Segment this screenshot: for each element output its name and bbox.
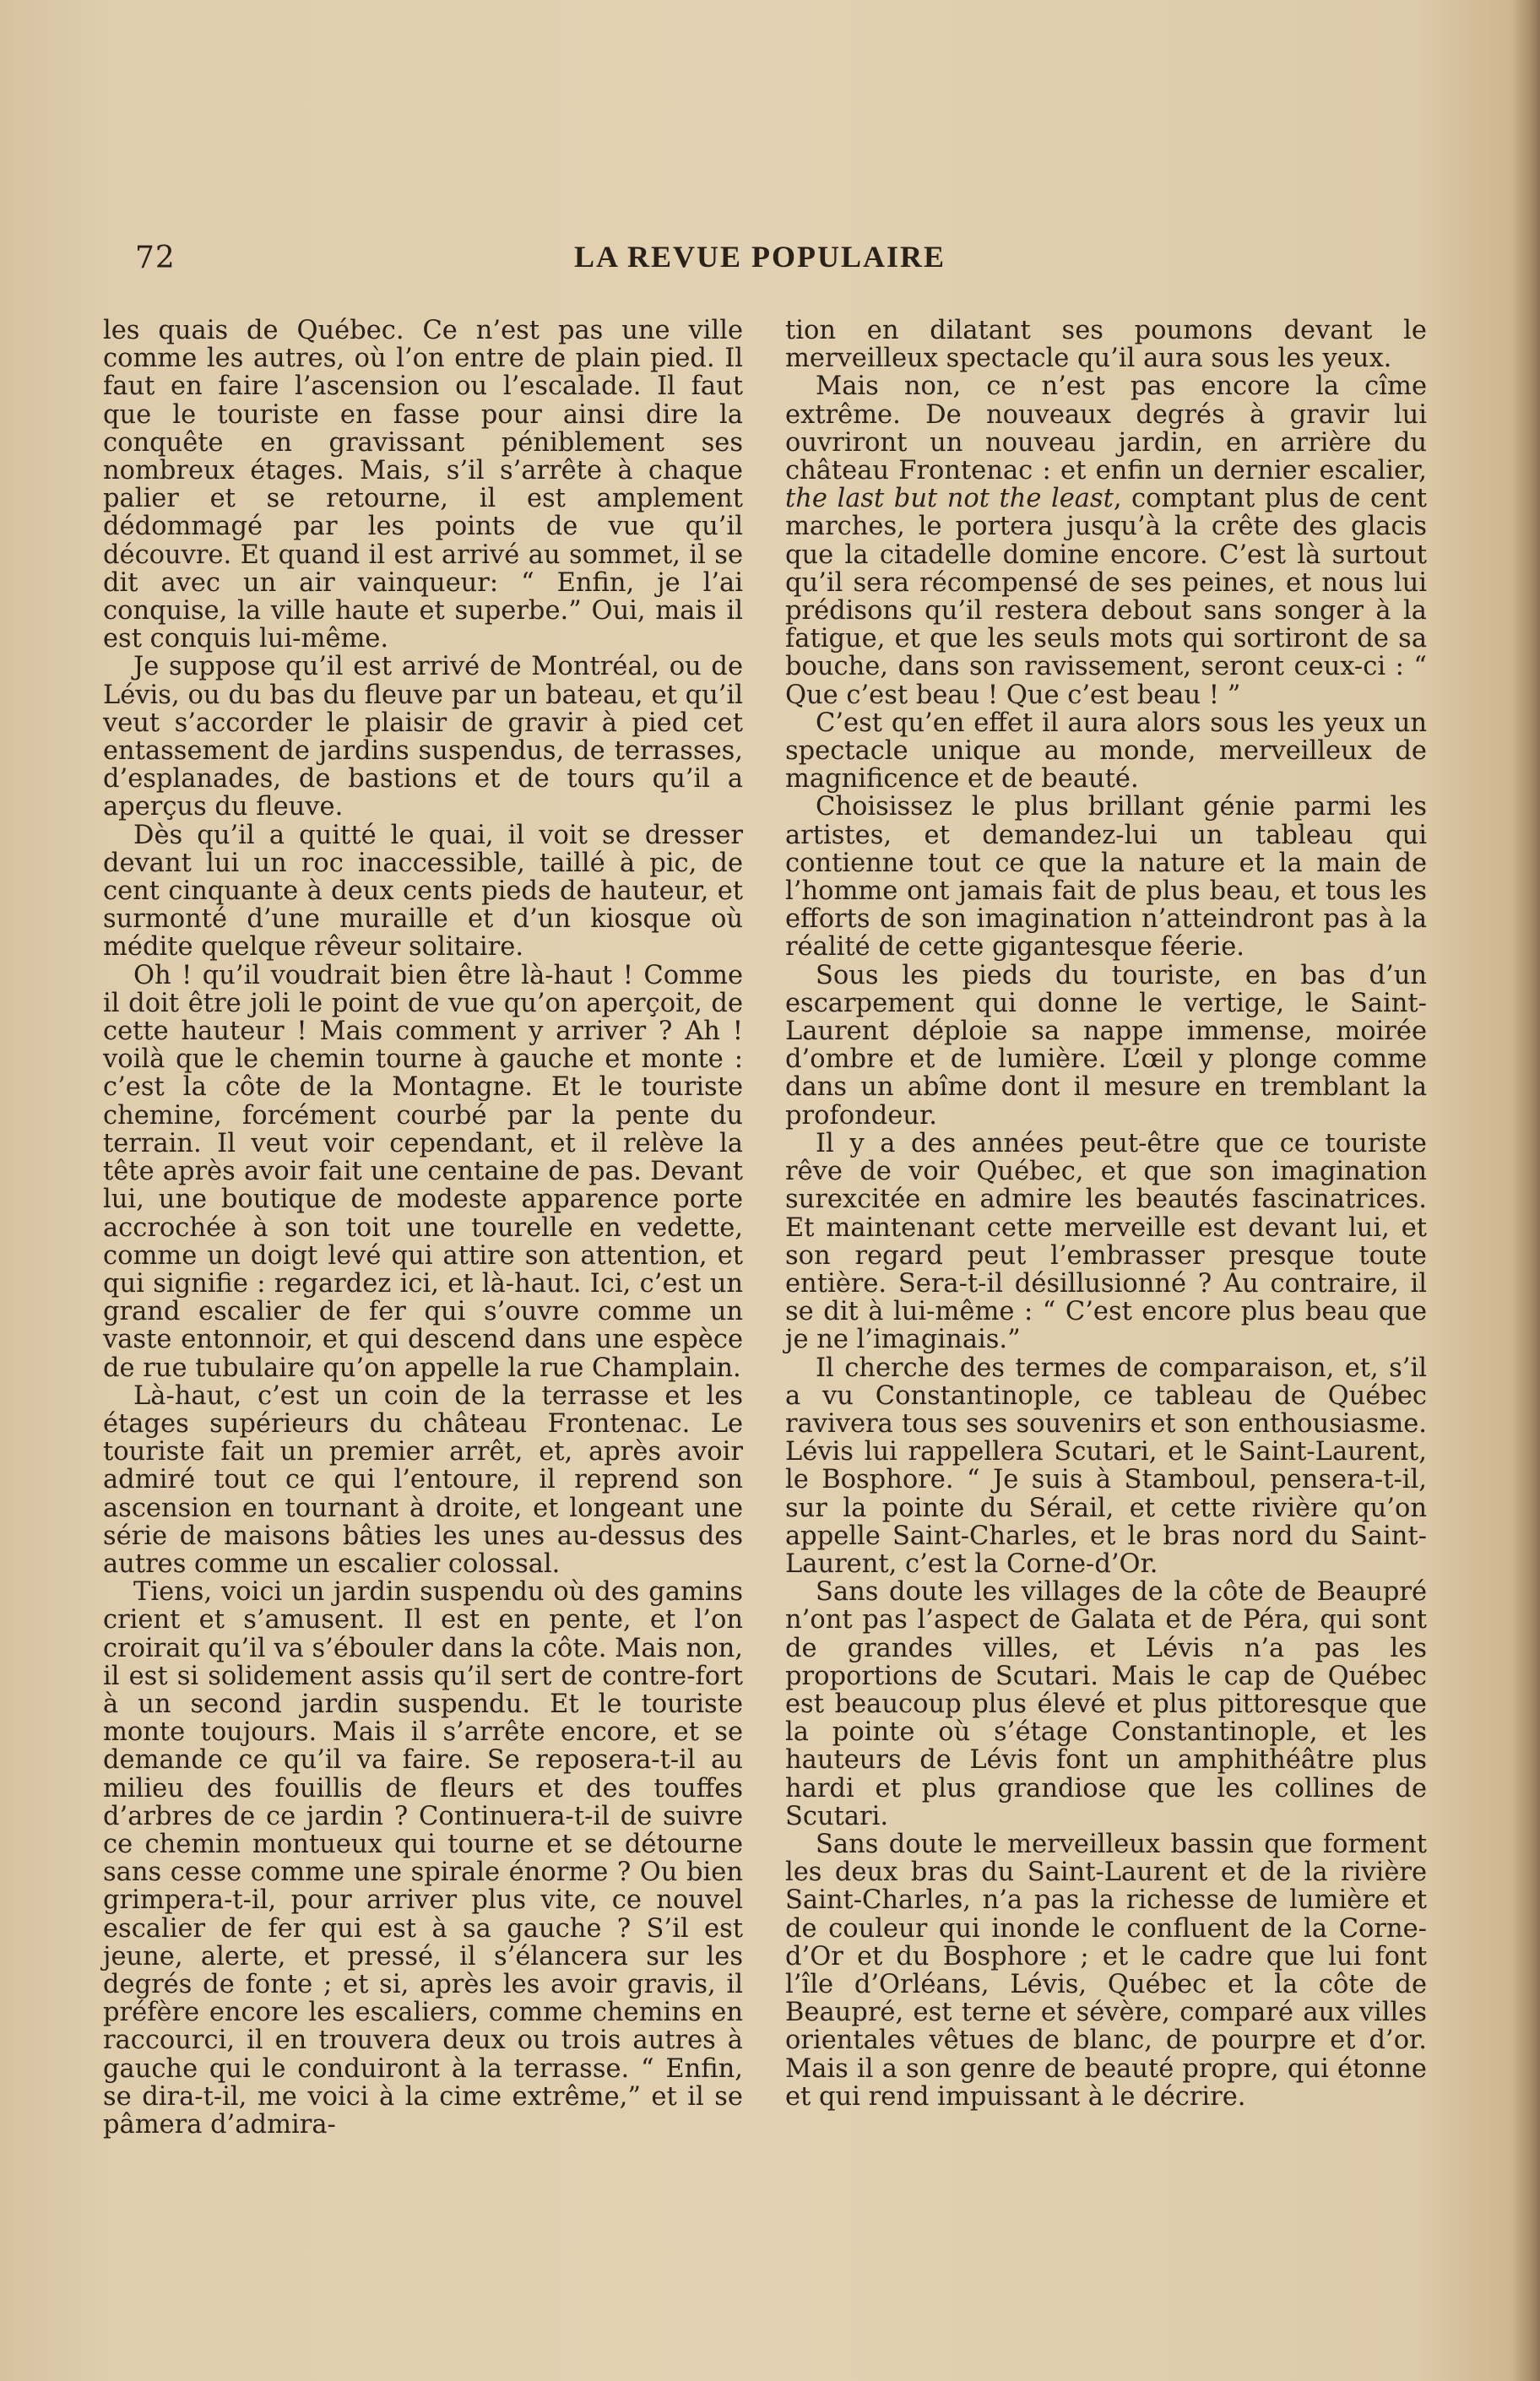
paragraph: Sans doute le merveilleux bassin que forment les deux bras du Saint-Laurent et de la rivière Saint-Charles, n’a pas la richesse de lumière et de couleur qui inonde le confluent de la Corne-d’Or et du Bosphore ; et le cadre que lui font l’île d’Orléans, Lévis, Québec et la côte de Beaupré, est terne et sévère, comparé aux villes orientales vêtues de blanc, de pourpre et d’or. Mais il a son genre de beauté propre, qui étonne et qui rend impuissant à le décrire. — [785, 1829, 1427, 2112]
paragraph: Oh ! qu’il voudrait bien être là-haut ! Comme il doit être joli le point de vue qu’on aperçoit, de cette hauteur ! Mais comment y arriver ? Ah ! voilà que le chemin tourne à gauche et monte : c’est la côte de la Montagne. Et le touriste chemine, forcément courbé par la pente du terrain. Il veut voir cependant, et il relève la tête après avoir fait une centaine de pas. Devant lui, une boutique de modeste apparence porte accrochée à son toit une tourelle en vedette, comme un doigt levé qui attire son attention, et qui signifie : regardez ici, et là-haut. Ici, c’est un grand escalier de fer qui s’ouvre comme un vaste entonnoir, et qui descend dans une espèce de rue tubulaire qu’on appelle la rue Champlain. — [103, 960, 743, 1383]
paragraph: Il y a des années peut-être que ce touriste rêve de voir Québec, et que son imagination surexcitée en admire les beautés fascinatrices. Et maintenant cette merveille est devant lui, et son regard peut l’embrasser presque toute entière. Sera-t-il désillusionné ? Au contraire, il se dit à lui-même : “ C’est encore plus beau que je ne l’imaginais.” — [785, 1128, 1427, 1355]
paragraph: C’est qu’en effet il aura alors sous les yeux un spectacle unique au monde, merveilleux de magnificence et de beauté. — [785, 708, 1427, 795]
paragraph: tion en dilatant ses poumons devant le merveilleux spectacle qu’il aura sous les yeux. — [785, 316, 1427, 374]
paragraph: Sans doute les villages de la côte de Beaupré n’ont pas l’aspect de Galata et de Péra, qui sont de grandes villes, et Lévis n’a pas les proportions de Scutari. Mais le cap de Québec est beaucoup plus élevé et plus pittoresque que la pointe où s’étage Constantinople, et les hauteurs de Lévis font un amphithéâtre plus hardi et plus grandiose que les collines de Scutari. — [785, 1577, 1427, 1831]
paragraph: Tiens, voici un jardin suspendu où des gamins crient et s’amusent. Il est en pente, et l’on croirait qu’il va s’ébouler dans la côte. Mais non, il est si solidement assis qu’il sert de contre-fort à un second jardin suspendu. Et le touriste monte toujours. Mais il s’arrête encore, et se demande ce qu’il va faire. Se reposera-t-il au milieu des fouillis de fleurs et des touffes d’arbres de ce jardin ? Continuera-t-il de suivre ce chemin montueux qui tourne et se détourne sans cesse comme une spirale énorme ? Ou bien grimpera-t-il, pour arriver plus vite, ce nouvel escalier de fer qui est à sa gauche ? S’il est jeune, alerte, et pressé, il s’élancera sur les degrés de fonte ; et si, après les avoir gravis, il préfère encore les escaliers, comme chemins en raccourci, il en trouvera deux ou trois autres à gauche qui le conduiront à la terrasse. “ Enfin, se dira-t-il, me voici à la cime extrême,” et il se pâmera d’admira- — [103, 1577, 743, 2140]
page-edge-shadow — [1511, 0, 1540, 2381]
right-column — [785, 317, 1427, 2111]
page-number: 72 — [135, 241, 176, 275]
paragraph: Il cherche des termes de comparaison, et, s’il a vu Constantinople, ce tableau de Québec ravivera tous ses souvenirs et son enthousiasme. Lévis lui rappellera Scutari, et le Saint-Laurent, le Bosphore. “ Je suis à Stamboul, pensera-t-il, sur la pointe du Sérail, et cette rivière qu’on appelle Saint-Charles, et le bras nord du Saint-Laurent, c’est la Corne-d’Or. — [785, 1353, 1427, 1579]
paragraph — [785, 372, 1427, 708]
english-quote: the last but not the least — [785, 484, 1114, 514]
paragraph-text: Mais non, ce n’est pas encore la cîme extrême. De nouveaux degrés à gravir lui ouvriront un nouveau jardin, en arrière du château Frontenac : et enfin un dernier escalier, — [785, 372, 1427, 486]
paragraph: les quais de Québec. Ce n’est pas une ville comme les autres, où l’on entre de plain pied. Il faut en faire l’ascension ou l’escalade. Il faut que le touriste en fasse pour ainsi dire la conquête en gravissant péniblement ses nombreux étages. Mais, s’il s’arrête à chaque palier et se retourne, il est amplement dédommagé par les points de vue qu’il découvre. Et quand il est arrivé au sommet, il se dit avec un air vainqueur: “ Enfin, je l’ai conquise, la ville haute et superbe.” Oui, mais il est conquis lui-même. — [103, 316, 743, 654]
paragraph-text: , comptant plus de cent marches, le portera jusqu’à la crête des glacis que la citadelle domine encore. C’est là surtout qu’il sera récompensé de ses peines, et nous lui prédisons qu’il restera debout sans songer à la fatigue, et que les seuls mots qui sortiront de sa bouche, dans son ravissement, seront ceux-ci : “ Que c’est beau ! Que c’est beau ! ” — [785, 484, 1427, 710]
paragraph: Sous les pieds du touriste, en bas d’un escarpement qui donne le vertige, le Saint-Laurent déploie sa nappe immense, moirée d’ombre et de lumière. L’œil y plonge comme dans un abîme dont il mesure en tremblant la profondeur. — [785, 960, 1427, 1131]
paragraph: Là-haut, c’est un coin de la terrasse et les étages supérieurs du château Frontenac. Le touriste fait un premier arrêt, et, après avoir admiré tout ce qui l’entoure, il reprend son ascension en tournant à droite, et longeant une série de maisons bâties les unes au-dessus des autres comme un escalier colossal. — [103, 1380, 743, 1579]
paragraph: Je suppose qu’il est arrivé de Montréal, ou de Lévis, ou du bas du fleuve par un bateau, et qu’il veut s’accorder le plaisir de gravir à pied cet entassement de jardins suspendus, de terrasses, d’esplanades, de bastions et de tours qu’il a aperçus du fleuve. — [103, 652, 743, 822]
left-column — [103, 317, 743, 2139]
running-head: LA REVUE POPULAIRE — [574, 240, 946, 274]
paragraph: Dès qu’il a quitté le quai, il voit se dresser devant lui un roc inaccessible, taillé à pic, de cent cinquante à deux cents pieds de hauteur, et surmonté d’une muraille et d’un kiosque où médite quelque rêveur solitaire. — [103, 820, 743, 963]
paragraph: Choisissez le plus brillant génie parmi les artistes, et demandez-lui un tableau qui contienne tout ce que la nature et la main de l’homme ont jamais fait de plus beau, et tous les efforts de son imagination n’atteindront pas à la réalité de cette gigantesque féerie. — [785, 792, 1427, 963]
